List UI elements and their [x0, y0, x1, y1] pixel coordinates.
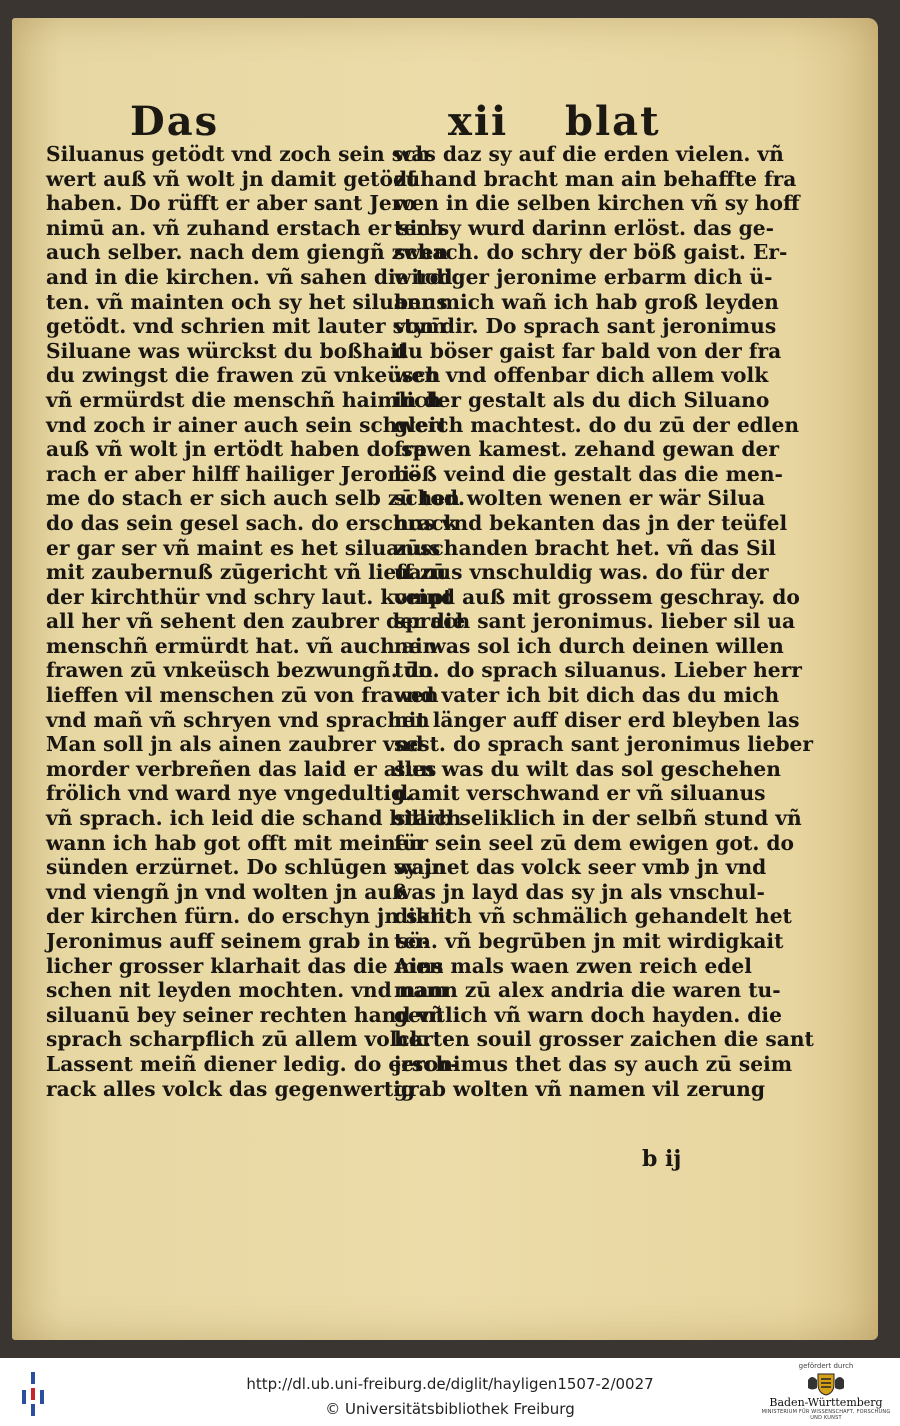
- left-column-line: me do stach er sich auch selb zū tod.: [46, 486, 466, 511]
- right-column-line: diklich vñ schmälich gehandelt het: [394, 904, 792, 929]
- left-column-line: morder verbreñen das laid er alles: [46, 756, 437, 781]
- left-column-line: vnd viengñ jn vnd wolten jn auß: [46, 879, 408, 904]
- right-column-line: wirdiger jeronime erbarm dich ü-: [394, 264, 773, 289]
- right-column-line: sest. do sprach sant jeronimus lieber: [394, 732, 814, 757]
- right-column-line: vnd vater ich bit dich das du mich: [394, 683, 780, 708]
- funded-by-label: gefördert durch: [798, 1362, 854, 1370]
- left-column-line: auß vñ wolt jn ertödt haben do sp: [46, 437, 427, 462]
- right-column-line: jeronimus thet das sy auch zū seim: [394, 1051, 793, 1076]
- left-column-line: der kirchthür vnd schry laut. kompt: [46, 584, 453, 609]
- right-column-line: schach. do schry der böß gaist. Er-: [394, 240, 788, 265]
- right-column-line: zūhand bracht man ain behaffte fra: [394, 166, 797, 191]
- left-column-line: rach er aber hilff hailiger Jeroni-: [46, 461, 419, 486]
- left-column-line: sprach scharpflich zū allem volck.: [46, 1027, 431, 1052]
- left-column-line: schen nit leyden mochten. vnd nam: [46, 978, 448, 1003]
- header-right: blat: [565, 98, 661, 145]
- right-column-line: ber mich wañ ich hab groß leyden: [394, 289, 779, 314]
- document-url-link[interactable]: http://dl.ub.uni-freiburg.de/diglit/hayligen1507-2/0027: [246, 1375, 654, 1393]
- text-column-right: [394, 142, 814, 1101]
- left-column-line: lieffen vil menschen zū von frawen: [46, 683, 439, 708]
- right-column-line: horten souil grosser zaichen die sant: [394, 1027, 814, 1052]
- left-column-line: frawen zū vnkeüsch bezwungñ. do: [46, 658, 433, 683]
- left-column-line: wann ich hab got offt mit meinen: [46, 830, 424, 855]
- left-column-line: sünden erzürnet. Do schlūgen sy jn: [46, 855, 446, 880]
- left-column-line: der kirchen fürn. do erschyn jn sant: [46, 904, 455, 929]
- right-column-line: wainet das volck seer vmb jn vnd: [394, 855, 767, 880]
- left-column-line: siluanū bey seiner rechten hand vñ: [46, 1002, 444, 1027]
- funder-ministry: MINISTERIUM FÜR WISSENSCHAFT, FORSCHUNG UND KUNST: [761, 1409, 891, 1421]
- left-column-line: haben. Do rüfft er aber sant Jero: [46, 191, 416, 216]
- left-column-line: du zwingst die frawen zū vnkeüsch: [46, 363, 441, 388]
- right-column-line: schen wolten wenen er wär Silua: [394, 486, 766, 511]
- left-column-line: vñ ermürdst die menschñ haimlich: [46, 387, 442, 412]
- right-column-line: gleich machtest. do du zū der edlen: [394, 412, 799, 437]
- right-column-line: für sein seel zū dem ewigen got. do: [394, 830, 794, 855]
- signature-mark: b ij: [642, 1146, 682, 1172]
- left-column-line: getödt. vnd schrien mit lauter stym̄: [46, 314, 447, 339]
- left-column-line: Lassent meiñ diener ledig. do ersch-: [46, 1051, 459, 1076]
- header-left: Das: [130, 98, 220, 145]
- left-column-line: mit zaubernuß zūgericht vñ lieff zū: [46, 560, 447, 585]
- right-column-line: nus vnd bekanten das jn der teüfel: [394, 510, 788, 535]
- right-column-line: du böser gaist far bald von der fra: [394, 338, 782, 363]
- left-column-line: wert auß vñ wolt jn damit getödt: [46, 166, 417, 191]
- left-column-line: nimū an. vñ zuhand erstach er sich: [46, 215, 445, 240]
- right-column-line: wen vnd offenbar dich allem volk: [394, 363, 769, 388]
- funder-name: Baden-Württemberg: [769, 1396, 883, 1409]
- funder-logo: [760, 1362, 892, 1424]
- left-column-line: vnd mañ vñ schryen vnd sprachen: [46, 707, 430, 732]
- viewer-footer: [0, 1358, 900, 1426]
- right-column-line: wen in die selben kirchen vñ sy hoff: [394, 191, 800, 216]
- right-column-line: in der gestalt als du dich Siluano: [394, 387, 770, 412]
- left-column-line: vñ sprach. ich leid die schand billich: [46, 806, 462, 831]
- header-folio-number: xii: [448, 98, 509, 145]
- left-column-line: licher grosser klarhait das die men: [46, 953, 444, 978]
- right-column-line: von dir. Do sprach sant jeronimus: [394, 314, 777, 339]
- right-column-line: sprach sant jeronimus. lieber sil ua: [394, 609, 796, 634]
- right-column-line: gentlich vñ warn doch hayden. die: [394, 1002, 782, 1027]
- right-column-line: Ains mals waen zwen reich edel: [394, 953, 752, 978]
- left-column-line: Siluanus getödt vnd zoch sein sch: [46, 142, 431, 166]
- left-column-line: rack alles volck das gegenwertig: [46, 1076, 416, 1101]
- right-column-line: böß veind die gestalt das die men-: [394, 461, 783, 486]
- left-column-line: do das sein gesel sach. do erschrack: [46, 510, 458, 535]
- left-column-line: auch selber. nach dem giengñ zwen: [46, 240, 449, 265]
- left-column-line: frölich vnd ward nye vngedultig.: [46, 781, 413, 806]
- right-column-line: uanus vnschuldig was. do für der: [394, 560, 769, 585]
- copyright-notice: © Universitätsbibliothek Freiburg: [325, 1400, 575, 1418]
- right-column-line: frawen kamest. zehand gewan der: [394, 437, 779, 462]
- right-column-line: ten sy wurd darinn erlöst. das ge-: [394, 215, 775, 240]
- right-column-line: ten. vñ begrūben jn mit wirdigkait: [394, 929, 784, 953]
- right-column-line: starb seliklich in der selbñ stund vñ: [394, 806, 802, 831]
- right-column-line: veind auß mit grossem geschray. do: [394, 584, 800, 609]
- left-column-line: menschñ ermürdt hat. vñ auch ain: [46, 633, 438, 658]
- right-column-line: grab wolten vñ namen vil zerung: [394, 1076, 765, 1101]
- left-column-line: Jeronimus auff seinem grab in sö-: [46, 929, 430, 953]
- baden-wuerttemberg-crest-icon: [806, 1372, 846, 1396]
- right-column-line: nit länger auff diser erd bleyben las: [394, 707, 800, 732]
- right-column-line: tūn. do sprach siluanus. Lieber herr: [394, 658, 802, 683]
- book-page: [12, 18, 878, 1340]
- left-column-line: Man soll jn als ainen zaubrer vnd: [46, 732, 424, 757]
- left-column-line: ten. vñ mainten och sy het siluanus: [46, 289, 448, 314]
- text-column-left: [46, 142, 466, 1101]
- right-column-line: sun was du wilt das sol geschehen: [394, 756, 781, 781]
- left-column-line: vnd zoch ir ainer auch sein schwert: [46, 412, 448, 437]
- left-column-line: Siluane was würckst du boßhait: [46, 338, 408, 363]
- right-column-line: damit verschwand er vñ siluanus: [394, 781, 766, 806]
- left-column-line: er gar ser vñ maint es het siluanus: [46, 535, 441, 560]
- left-column-line: and in die kirchen. vñ sahen die tod: [46, 264, 453, 289]
- right-column-line: was daz sy auf die erden vielen. vñ: [394, 142, 784, 166]
- right-column-line: was jn layd das sy jn als vnschul-: [394, 879, 765, 904]
- right-column-line: ne was sol ich durch deinen willen: [394, 633, 784, 658]
- right-column-line: mann zū alex andria die waren tu-: [394, 978, 781, 1003]
- right-column-line: zūschanden bracht het. vñ das Sil: [394, 535, 776, 560]
- left-column-line: all her vñ sehent den zaubrer der die: [46, 609, 466, 634]
